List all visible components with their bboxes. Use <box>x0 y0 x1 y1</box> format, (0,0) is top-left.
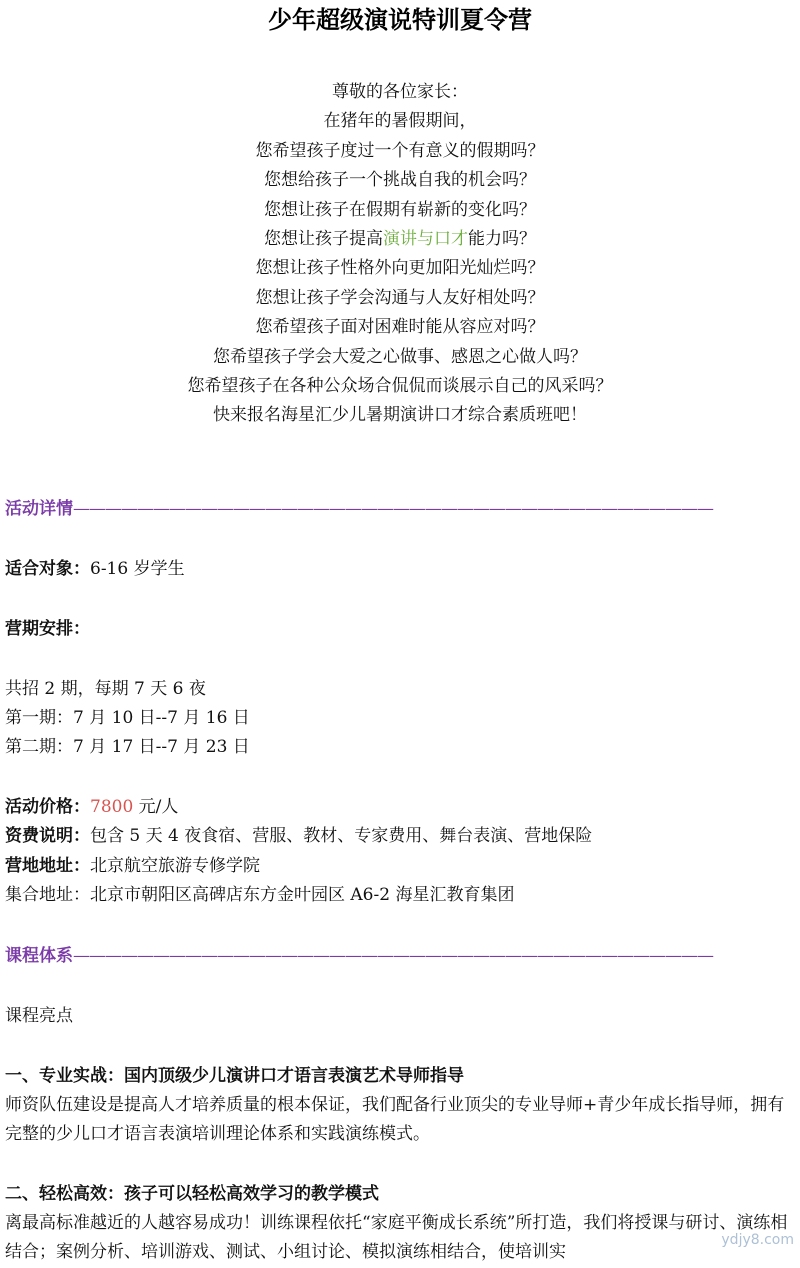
intro-line: 您想让孩子学会沟通与人友好相处吗？ <box>255 287 545 308</box>
intro-line-suffix: 能力吗？ <box>468 229 536 250</box>
intro-line: 您想给孩子一个挑战自我的机会吗？ <box>264 170 536 191</box>
intro-line: 在猪年的暑假期间， <box>323 111 477 132</box>
intro-line: 您希望孩子学会大爱之心做事、感恩之心做人吗？ <box>213 346 587 367</box>
schedule-label: 营期安排： <box>5 619 90 639</box>
fee-value: 包含 5 天 4 夜食宿、营服、教材、专家费用、舞台表演、营地保险 <box>90 826 593 846</box>
intro-line: 您希望孩子面对困难时能从容应对吗？ <box>255 317 545 338</box>
intro-line: 尊敬的各位家长： <box>332 82 468 102</box>
section-title: 活动详情 <box>5 499 73 519</box>
target-label: 适合对象： <box>5 559 90 579</box>
fee-label: 资费说明： <box>5 826 90 846</box>
course-item-heading: 一、专业实战：国内顶级少儿演讲口才语言表演艺术导师指导 <box>5 1066 464 1086</box>
meeting-label: 集合地址： <box>5 885 90 905</box>
course-highlights-label: 课程亮点 <box>5 1006 73 1026</box>
price-row <box>5 793 178 822</box>
price-label: 活动价格： <box>5 797 90 817</box>
section-heading-activity <box>5 495 713 524</box>
meeting-address-row <box>5 881 514 910</box>
fee-row <box>5 822 592 851</box>
camp-label: 营地地址： <box>5 856 90 876</box>
target-row <box>5 555 185 584</box>
section-rule: ———————————————————————————————————————— <box>73 946 713 966</box>
intro-line: 快来报名海星汇少儿暑期演讲口才综合素质班吧！ <box>213 405 587 426</box>
schedule-line: 第一期：7 月 10 日--7 月 16 日 <box>5 708 250 728</box>
highlight-text: 演讲与口才 <box>383 229 468 250</box>
camp-value: 北京航空旅游专修学院 <box>90 856 260 876</box>
intro-line: 您希望孩子度过一个有意义的假期吗？ <box>255 140 545 161</box>
price-value: 7800 <box>90 797 134 817</box>
section-rule: ———————————————————————————————————————— <box>73 499 713 519</box>
schedule-line: 第二期：7 月 17 日--7 月 23 日 <box>5 737 250 757</box>
intro-line-prefix: 您想让孩子提高 <box>264 229 383 250</box>
meeting-value: 北京市朝阳区高碑店东方金叶园区 A6-2 海星汇教育集团 <box>90 885 515 905</box>
page-title: 少年超级演说特训夏令营 <box>268 6 532 34</box>
section-title: 课程体系 <box>5 946 73 966</box>
watermark: ydjy8.com <box>721 1232 794 1248</box>
schedule-label-row <box>5 615 90 644</box>
camp-address-row <box>5 852 260 881</box>
course-item-body: 师资队伍建设是提高人才培养质量的根本保证，我们配备行业顶尖的专业导师+青少年成长指导师，拥有完整的少儿口才语言表演培训理论体系和实践演练模式。 <box>5 1095 785 1144</box>
intro-line: 您想让孩子在假期有崭新的变化吗？ <box>264 199 536 220</box>
section-heading-courses <box>5 942 713 971</box>
intro-block <box>0 78 800 431</box>
price-unit: 元/人 <box>133 797 179 817</box>
course-item-body: 离最高标准越近的人越容易成功！训练课程依托“家庭平衡成长系统”所打造，我们将授课与研讨、演练相结合；案例分析、培训游戏、测试、小组讨论、模拟演练相结合，使培训实 <box>5 1213 788 1262</box>
intro-line: 您希望孩子在各种公众场合侃侃而谈展示自己的风采吗？ <box>187 376 613 397</box>
schedule-line: 共招 2 期，每期 7 天 6 夜 <box>5 679 206 699</box>
intro-line: 您想让孩子性格外向更加阳光灿烂吗？ <box>255 258 545 279</box>
target-value: 6-16 岁学生 <box>90 559 185 579</box>
course-item-heading: 二、轻松高效：孩子可以轻松高效学习的教学模式 <box>5 1184 379 1204</box>
intro-line-highlight <box>0 225 800 254</box>
